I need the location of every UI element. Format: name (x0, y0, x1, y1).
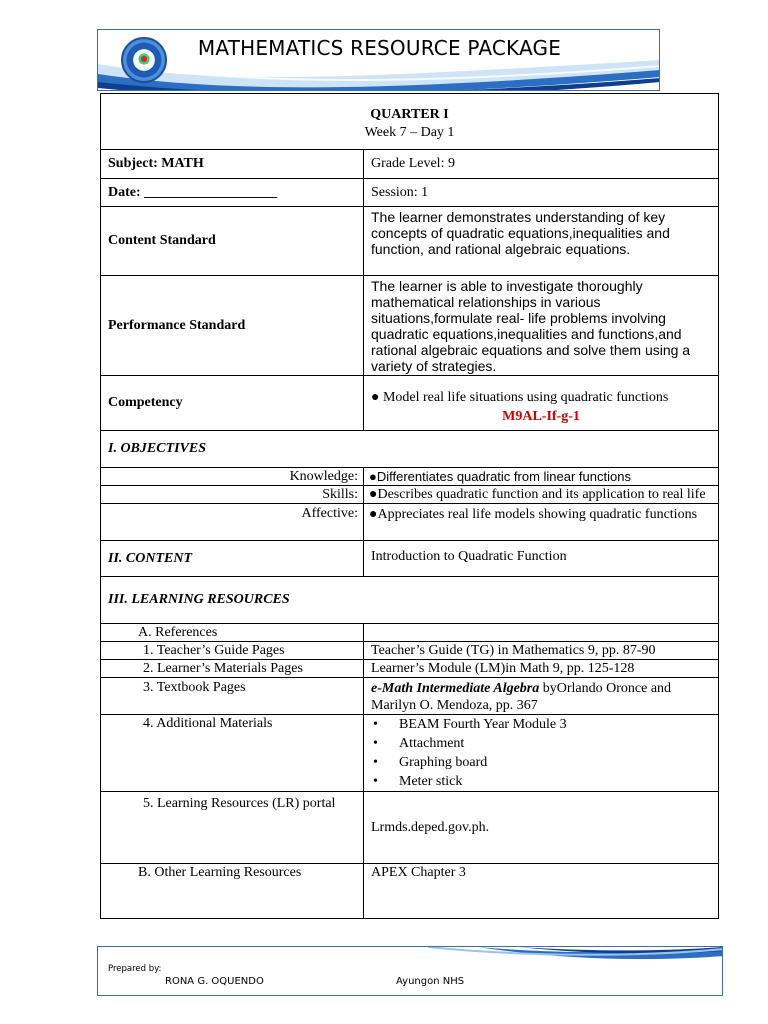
knowledge-text: ●Differentiates quadratic from linear functions (364, 468, 719, 486)
date-row (101, 179, 719, 207)
objectives-heading: I. OBJECTIVES (101, 431, 719, 468)
prepared-by-label: Prepared by: (108, 964, 162, 974)
competency-label: Competency (101, 376, 364, 431)
content-text: Introduction to Quadratic Function (364, 541, 719, 577)
skills-label: Skills: (101, 486, 364, 504)
performance-standard-row (101, 276, 719, 376)
knowledge-row (101, 468, 719, 486)
lm-text: Learner’s Module (LM)in Math 9, pp. 125-128 (364, 660, 719, 678)
tg-row (101, 642, 719, 660)
week-day-label: Week 7 – Day 1 (364, 124, 455, 140)
performance-standard-label: Performance Standard (101, 276, 364, 376)
footer-banner (97, 946, 723, 996)
lesson-plan-table (100, 93, 719, 919)
affective-label: Affective: (101, 504, 364, 541)
lm-row (101, 660, 719, 678)
competency-text: ● Model real life situations using quadratic functions (371, 390, 669, 405)
lm-label: 2. Learner’s Materials Pages (101, 660, 364, 678)
date-cell: Date: ___________________ (101, 179, 364, 207)
subject-cell: Subject: MATH (101, 150, 364, 179)
header-banner (97, 29, 660, 91)
skills-text: ●Describes quadratic function and its application to real life (364, 486, 719, 504)
content-heading: II. CONTENT (101, 541, 364, 577)
competency-row (101, 376, 719, 431)
additional-item: • BEAM Fourth Year Module 3 (373, 717, 567, 732)
resources-heading-row (101, 577, 719, 624)
affective-row (101, 504, 719, 541)
other-resources-label: B. Other Learning Resources (101, 864, 364, 919)
additional-item: • Meter stick (373, 774, 463, 789)
objectives-heading-row (101, 431, 719, 468)
content-standard-label: Content Standard (101, 207, 364, 276)
lr-portal-row (101, 792, 719, 864)
tg-label: 1. Teacher’s Guide Pages (101, 642, 364, 660)
references-row (101, 624, 719, 642)
additional-item: • Attachment (373, 736, 465, 751)
content-row (101, 541, 719, 577)
grade-level-cell: Grade Level: 9 (364, 150, 719, 179)
content-standard-row (101, 207, 719, 276)
page-title: MATHEMATICS RESOURCE PACKAGE (197, 36, 562, 60)
textbook-title: e-Math Intermediate Algebra (371, 681, 540, 696)
content-standard-text: The learner demonstrates understanding of key concepts of quadratic equations,inequalities and function, and rational algebraic equations. (364, 207, 719, 276)
competency-code: M9AL-If-g-1 (502, 409, 580, 424)
other-resources-text: APEX Chapter 3 (364, 864, 719, 919)
subject-row (101, 150, 719, 179)
knowledge-label: Knowledge: (101, 468, 364, 486)
additional-item: • Graphing board (373, 755, 488, 770)
affective-text: ●Appreciates real life models showing quadratic functions (364, 504, 719, 541)
quarter-row (101, 94, 719, 150)
quarter-label: QUARTER I (370, 106, 449, 122)
references-label: A. References (101, 624, 364, 642)
additional-row (101, 715, 719, 792)
tg-text: Teacher’s Guide (TG) in Mathematics 9, pp. 87-90 (364, 642, 719, 660)
preparer-name: RONA G. OQUENDO (165, 976, 264, 987)
school-name: Ayungon NHS (396, 976, 465, 987)
textbook-text (364, 678, 719, 715)
textbook-row (101, 678, 719, 715)
skills-row (101, 486, 719, 504)
resources-heading: III. LEARNING RESOURCES (101, 577, 719, 624)
performance-standard-text: The learner is able to investigate thoroughly mathematical relationships in various situations,formulate real- life problems involving quadratic equations,inequalities and functions,and rational algebraic equations and solve them using a variety of strategies. (364, 276, 719, 376)
textbook-rest: byOrlando Oronce and Marilyn O. Mendoza, pp. 367 (371, 681, 672, 713)
session-cell: Session: 1 (364, 179, 719, 207)
footer-swoosh-graphic (98, 947, 723, 996)
additional-label: 4. Additional Materials (101, 715, 364, 792)
textbook-label: 3. Textbook Pages (101, 678, 364, 715)
lr-portal-label: 5. Learning Resources (LR) portal (101, 792, 364, 864)
other-resources-row (101, 864, 719, 919)
lr-portal-link[interactable]: Lrmds.deped.gov.ph. (364, 792, 719, 864)
additional-list (364, 715, 719, 792)
